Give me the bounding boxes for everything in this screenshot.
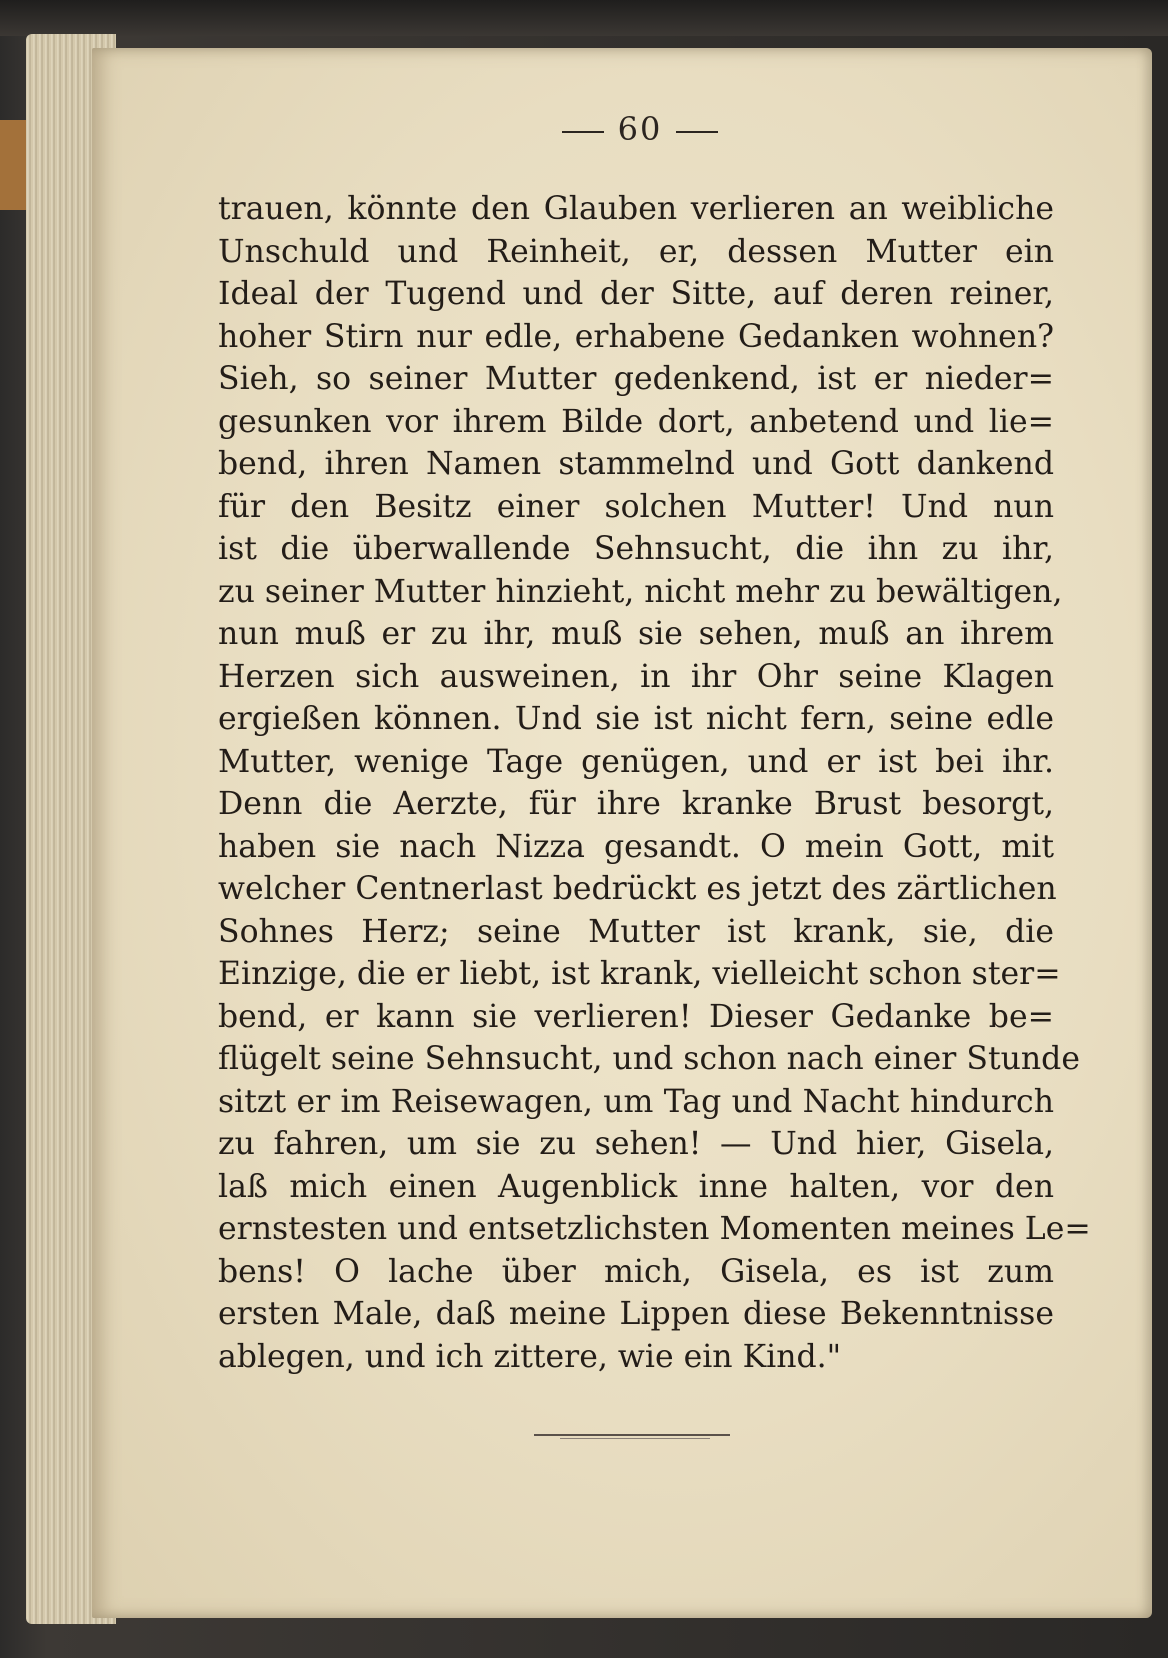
text-line: Unschuld und Reinheit, er, dessen Mutter ein xyxy=(218,233,1054,270)
text-line: trauen, könnte den Glauben verlieren an weibliche xyxy=(218,191,1054,227)
text-line: Mutter, wenige Tage genügen, und er ist bei ihr. xyxy=(218,743,1054,780)
text-line: laß mich einen Augenblick inne halten, vor den xyxy=(218,1168,1054,1205)
text-line: Sieh, so seiner Mutter gedenkend, ist er nieder= xyxy=(218,361,1054,397)
cover-top-edge xyxy=(0,0,1168,36)
page-number-value: 60 xyxy=(617,110,663,148)
text-line: welcher Centnerlast bedrückt es jetzt des zärtlichen xyxy=(218,871,1057,907)
text-line: für den Besitz einer solchen Mutter! Und nun xyxy=(218,488,1054,525)
text-line: Herzen sich ausweinen, in ihr Ohr seine Klagen xyxy=(218,658,1054,695)
text-line: bend, er kann sie verlieren! Dieser Gedanke be= xyxy=(218,998,1054,1035)
text-line: Einzige, die er liebt, ist krank, vielleicht schon ster= xyxy=(218,956,1061,992)
text-line: ergießen können. Und sie ist nicht fern, seine edle xyxy=(218,701,1054,737)
text-line: zu fahren, um sie zu sehen! — Und hier, Gisela, xyxy=(218,1126,1054,1162)
text-line: flügelt seine Sehnsucht, und schon nach einer Stunde xyxy=(218,1041,1080,1077)
text-line: ist die überwallende Sehnsucht, die ihn zu ihr, xyxy=(218,531,1054,567)
text-line: Sohnes Herz; seine Mutter ist krank, sie, die xyxy=(218,913,1054,950)
text-line: zu seiner Mutter hinzieht, nicht mehr zu bewältigen, xyxy=(218,573,1063,610)
end-rule-thin xyxy=(560,1438,710,1439)
end-rule xyxy=(534,1434,730,1436)
text-line: bend, ihren Namen stammelnd und Gott dankend xyxy=(218,446,1054,482)
text-line: bens! O lache über mich, Gisela, es ist zum xyxy=(218,1253,1054,1290)
text-line: Denn die Aerzte, für ihre kranke Brust besorgt, xyxy=(218,786,1054,822)
text-line: ernstesten und entsetzlichsten Momenten meines Le= xyxy=(218,1211,1091,1247)
text-line: nun muß er zu ihr, muß sie sehen, muß an ihrem xyxy=(218,616,1054,652)
dash-right xyxy=(676,131,718,133)
body-text xyxy=(218,188,1091,1378)
text-line-last: ablegen, und ich zittere, wie ein Kind." xyxy=(218,1338,842,1375)
text-line: hoher Stirn nur edle, erhabene Gedanken wohnen? xyxy=(218,318,1054,355)
page-number xyxy=(540,110,740,148)
text-line: ersten Male, daß meine Lippen diese Bekenntnisse xyxy=(218,1296,1054,1332)
text-line: gesunken vor ihrem Bilde dort, anbetend und lie= xyxy=(218,403,1054,440)
text-line: Ideal der Tugend und der Sitte, auf deren reiner, xyxy=(218,276,1054,312)
dash-left xyxy=(562,131,604,133)
text-line: haben sie nach Nizza gesandt. O mein Gott, mit xyxy=(218,828,1054,865)
text-line: sitzt er im Reisewagen, um Tag und Nacht hindurch xyxy=(218,1083,1054,1120)
